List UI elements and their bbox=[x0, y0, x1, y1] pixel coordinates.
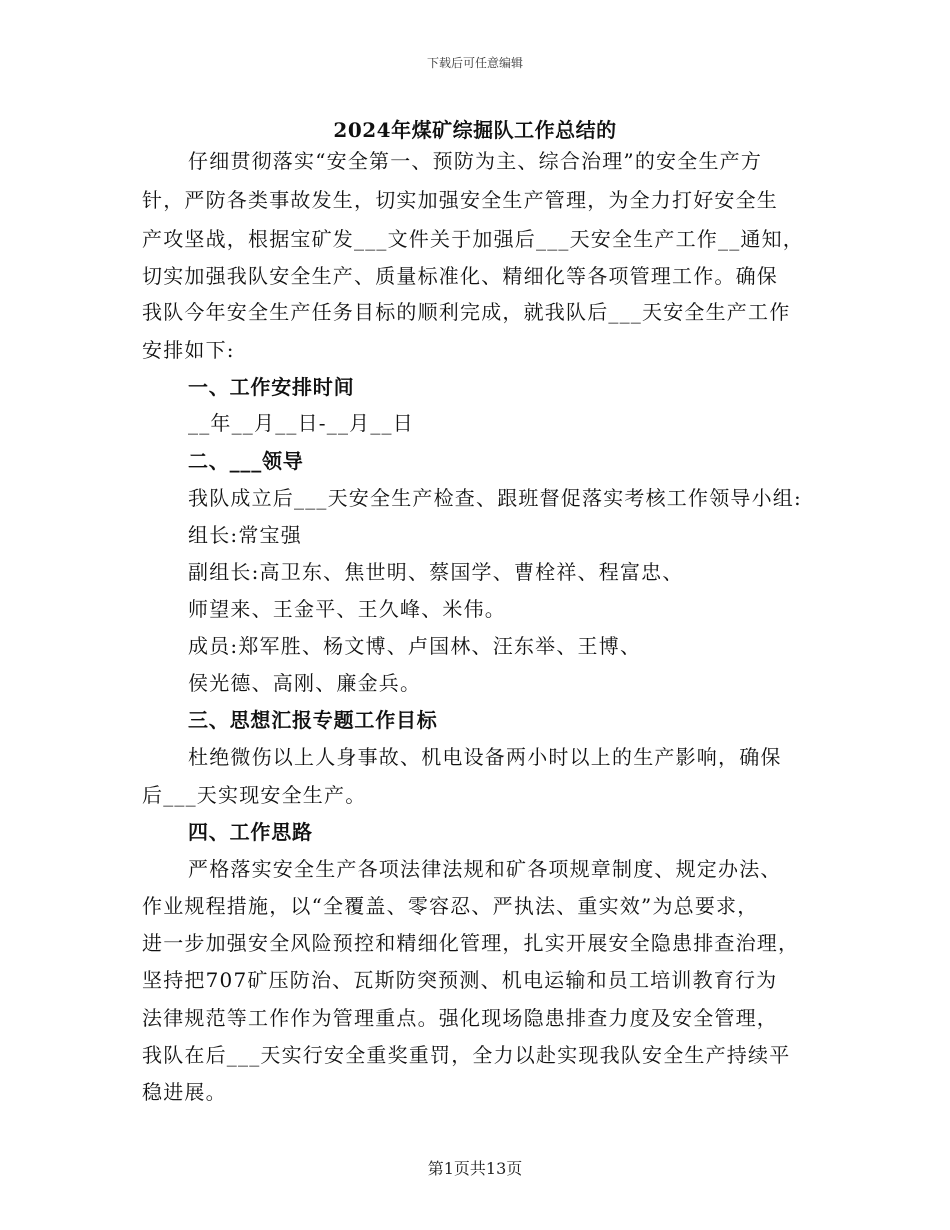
paragraph-line: 后___天实现安全生产。 bbox=[142, 783, 367, 807]
paragraph-line: 进一步加强安全风险预控和精细化管理，扎实开展安全隐患排查治理， bbox=[142, 931, 800, 955]
section-heading: 二、___领导 bbox=[188, 449, 304, 473]
paragraph-line: 严格落实安全生产各项法律法规和矿各项规章制度、规定办法、 bbox=[188, 857, 782, 881]
paragraph-line: 组长:常宝强 bbox=[188, 523, 302, 547]
paragraph-line: 我队成立后___天安全生产检查、跟班督促落实考核工作领导小组: bbox=[188, 486, 802, 510]
paragraph-line: 杜绝微伤以上人身事故、机电设备两小时以上的生产影响，确保 bbox=[188, 745, 782, 769]
section-heading: 四、工作思路 bbox=[188, 820, 313, 844]
document-body bbox=[0, 146, 950, 1156]
paragraph-line: __年__月__日-__月__日 bbox=[188, 411, 414, 435]
paragraph-line: 副组长:高卫东、焦世明、蔡国学、曹栓祥、程富忠、 bbox=[188, 560, 684, 584]
page-indicator: 第1页共13页 bbox=[427, 1159, 523, 1178]
paragraph-line: 坚持把707矿压防治、瓦斯防突预测、机电运输和员工培训教育行为 bbox=[142, 968, 778, 992]
paragraph-line: 成员:郑军胜、杨文博、卢国林、汪东举、王博、 bbox=[188, 634, 642, 658]
header-note: 下载后可任意编辑 bbox=[426, 56, 523, 70]
paragraph-line: 稳进展。 bbox=[142, 1080, 227, 1104]
paragraph-line: 产攻坚战，根据宝矿发___文件关于加强后___天安全生产工作__通知， bbox=[142, 227, 804, 251]
paragraph-line: 侯光德、高刚、廉金兵。 bbox=[188, 671, 422, 695]
paragraph-line: 作业规程措施，以“全覆盖、零容忍、严执法、重实效”为总要求， bbox=[142, 894, 759, 918]
paragraph-line: 法律规范等工作作为管理重点。强化现场隐患排查力度及安全管理， bbox=[142, 1006, 778, 1030]
paragraph-line: 我队今年安全生产任务目标的顺利完成，就我队后___天安全生产工作 bbox=[142, 300, 791, 324]
section-heading: 三、思想汇报专题工作目标 bbox=[188, 708, 438, 732]
paragraph-line: 针，严防各类事故发生，切实加强安全生产管理，为全力打好安全生 bbox=[142, 188, 778, 212]
section-heading: 一、工作安排时间 bbox=[188, 375, 355, 399]
paragraph-line: 切实加强我队安全生产、质量标准化、精细化等各项管理工作。确保 bbox=[142, 264, 778, 288]
paragraph-line: 我队在后___天实行安全重奖重罚，全力以赴实现我队安全生产持续平 bbox=[142, 1043, 791, 1067]
paragraph-line: 师望来、王金平、王久峰、米伟。 bbox=[188, 597, 506, 621]
document-title: 2024年煤矿综掘队工作总结的 bbox=[333, 118, 617, 142]
paragraph-line: 安排如下: bbox=[142, 338, 235, 362]
paragraph-line: 仔细贯彻落实“安全第一、预防为主、综合治理”的安全生产方 bbox=[188, 149, 763, 173]
